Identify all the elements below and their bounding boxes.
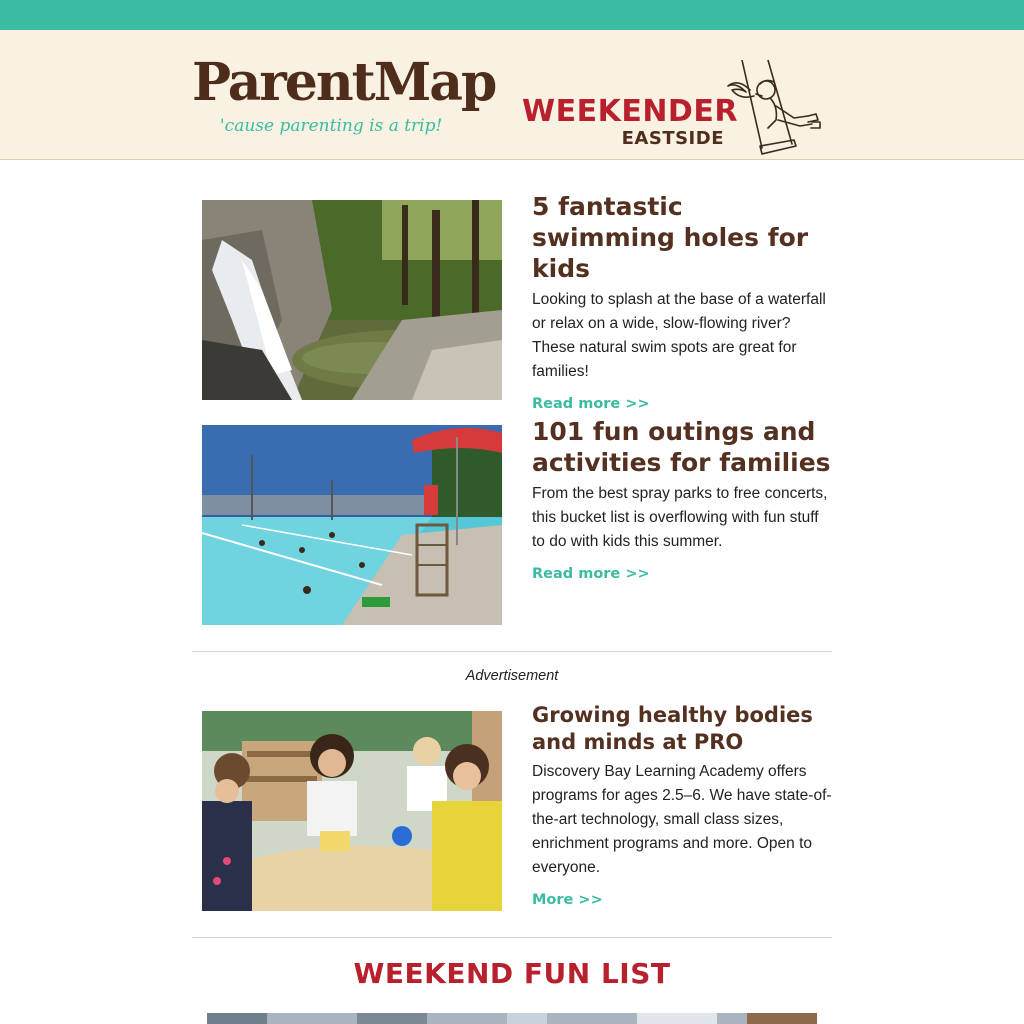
newsletter-header [0,30,1024,160]
article-description: From the best spray parks to free concerts, this bucket list is overflowing with fun stuff to do with kids this summer. [532,485,828,550]
swimming-hole-photo[interactable] [202,200,502,400]
article-body [532,192,832,413]
article-body [532,417,832,583]
article-description: Looking to splash at the base of a waterfall or relax on a wide, slow-flowing river? These natural swim spots are great for families! [532,291,826,380]
read-more-link[interactable]: Read more >> [532,566,650,582]
weekend-fun-list-photo[interactable] [207,1013,817,1024]
weekender-subtitle: EASTSIDE [621,128,724,149]
swing-child-illustration [722,60,834,160]
ad-description: Discovery Bay Learning Academy offers programs for ages 2.5–6. We have state-of-the-art technology, small class sizes, enrichment programs and more. Open to everyone. [532,763,832,876]
weekender-branding [522,94,738,150]
ad-body [532,703,832,909]
classroom-photo[interactable] [202,711,502,911]
public-pool-photo[interactable] [202,425,502,625]
advertisement-label: Advertisement [465,668,559,684]
top-accent-bar [0,0,1024,30]
section-divider [192,651,832,652]
logo-tagline: 'cause parenting is a trip! [220,116,443,136]
ad-title[interactable]: Growing healthy bodies and minds at PRO [532,703,813,754]
article-title[interactable]: 101 fun outings and activities for families [532,417,831,477]
more-link[interactable]: More >> [532,892,603,908]
read-more-link[interactable]: Read more >> [532,396,650,412]
logo-wordmark: ParentMap [192,52,496,113]
article-title[interactable]: 5 fantastic swimming holes for kids [532,192,809,283]
weekender-title: WEEKENDER [522,94,738,129]
section-heading: WEEKEND FUN LIST [353,957,671,990]
parentmap-logo[interactable] [192,52,496,142]
section-divider [192,937,832,938]
